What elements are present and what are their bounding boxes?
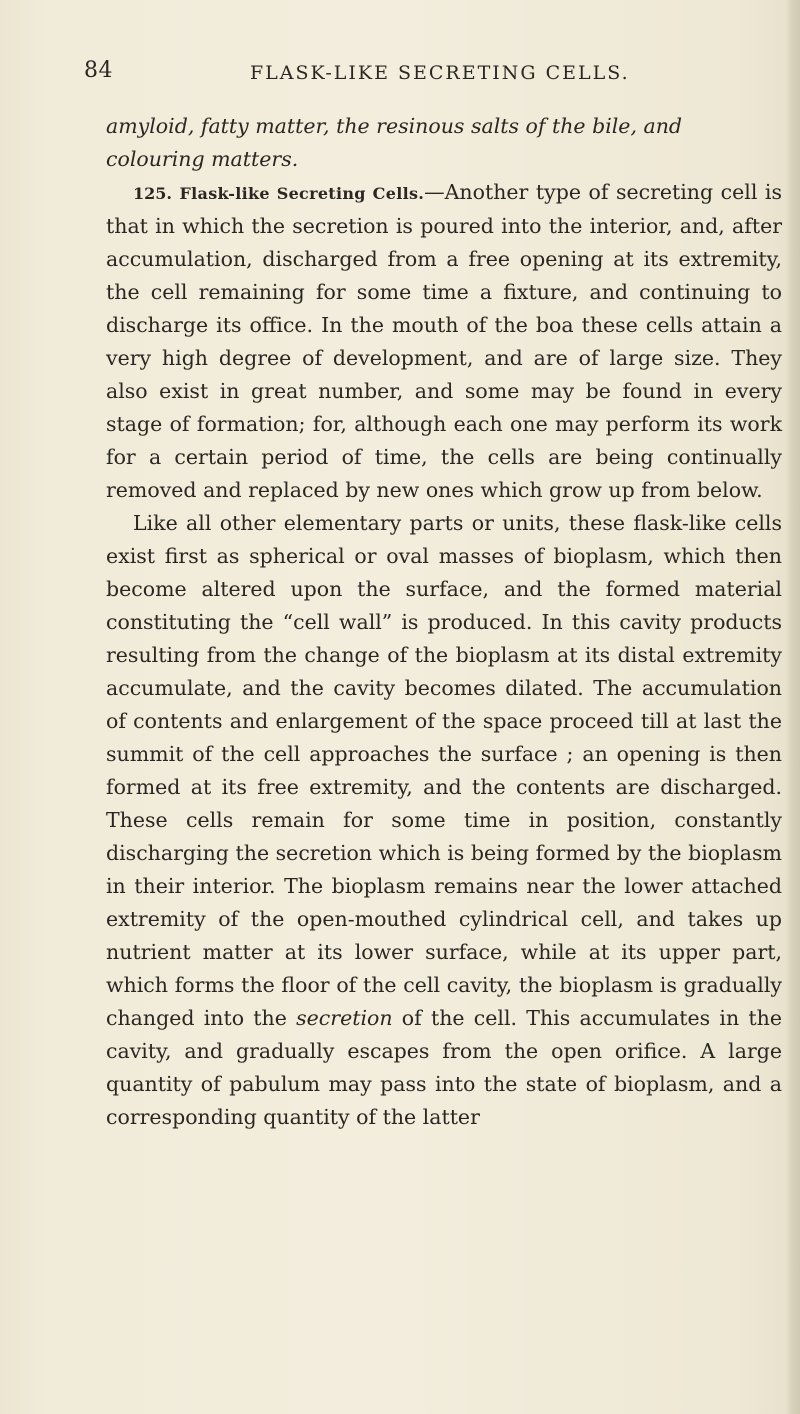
section-title: Flask-like Secreting Cells.: [179, 184, 425, 203]
page-header: [0, 58, 800, 88]
section-text: —Another type of secreting cell is that in which the secretion is poured into the interior, and, after accumulation, discharged from a free opening at its extremity, the cell remaining for some time a fixture, and continuing to discharge its office. In the mouth of the boa these cells attain a very high degree of development, and are of large size. They also exist in great number, and some may be found in every stage of formation; for, although each one may perform its work for a certain period of time, the cells are being continually removed and replaced by new ones which grow up from below.: [106, 180, 782, 502]
section-number: 125.: [133, 184, 172, 203]
paragraph-2: [106, 507, 782, 1134]
intro-line: amyloid, fatty matter, the resinous salts of the bile, and colouring matters.: [106, 114, 683, 171]
page-number: 84: [84, 58, 113, 83]
body-text: [106, 110, 782, 1134]
section-paragraph: [106, 176, 782, 507]
page-edge-shadow: [786, 0, 800, 1414]
paragraph-2-emphasis: secretion: [296, 1006, 393, 1030]
running-head: FLASK-LIKE SECRETING CELLS.: [250, 62, 630, 84]
paragraph-2-text-a: Like all other elementary parts or units, these flask-like cells exist first as spherical or oval masses of bioplasm, which then become altered upon the surface, and the formed material constituting the “cell wall” is produced. In this cavity products resulting from the change of the bioplasm at its distal extremity accumulate, and the cavity becomes dilated. The accumulation of contents and enlargement of the space proceed till at last the summit of the cell approaches the surface ; an opening is then formed at its free extremity, and the contents are discharged. These cells remain for some time in position, constantly discharging the secretion which is being formed by the bioplasm in their interior. The bioplasm remains near the lower attached extremity of the open-mouthed cylindrical cell, and takes up nutrient matter at its lower surface, while at its upper part, which forms the floor of the cell cavity, the bioplasm is gradually changed into the: [106, 511, 782, 1030]
paragraph-2-text-b: of the cell. This accumulates in the cavity, and gradually escapes from the open orifice. A large quantity of pabulum may pass into the state of bioplasm, and a corresponding quantity of the latter: [106, 1006, 782, 1129]
